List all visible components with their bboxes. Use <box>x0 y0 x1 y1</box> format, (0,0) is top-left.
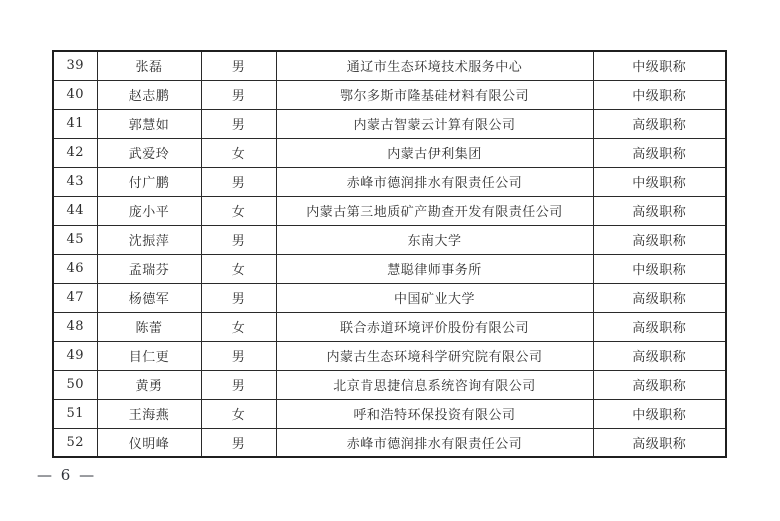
cell-title: 高级职称 <box>593 283 726 312</box>
cell-gender: 男 <box>201 341 276 370</box>
cell-org: 中国矿业大学 <box>276 283 593 312</box>
cell-no: 42 <box>53 138 97 167</box>
cell-title: 高级职称 <box>593 138 726 167</box>
cell-org: 鄂尔多斯市隆基硅材料有限公司 <box>276 80 593 109</box>
cell-name: 郭慧如 <box>97 109 201 138</box>
cell-org: 联合赤道环境评价股份有限公司 <box>276 312 593 341</box>
cell-no: 44 <box>53 196 97 225</box>
cell-title: 高级职称 <box>593 225 726 254</box>
cell-name: 沈振萍 <box>97 225 201 254</box>
cell-no: 49 <box>53 341 97 370</box>
cell-no: 51 <box>53 399 97 428</box>
cell-name: 武爱玲 <box>97 138 201 167</box>
page-number: — 6 — <box>37 466 97 484</box>
table-row <box>53 80 726 109</box>
cell-name: 付广鹏 <box>97 167 201 196</box>
cell-name: 王海燕 <box>97 399 201 428</box>
cell-gender: 男 <box>201 370 276 399</box>
cell-gender: 男 <box>201 51 276 80</box>
cell-title: 高级职称 <box>593 341 726 370</box>
cell-gender: 男 <box>201 283 276 312</box>
cell-org: 赤峰市德润排水有限责任公司 <box>276 167 593 196</box>
cell-org: 通辽市生态环境技术服务中心 <box>276 51 593 80</box>
cell-gender: 女 <box>201 399 276 428</box>
cell-title: 中级职称 <box>593 254 726 283</box>
cell-gender: 女 <box>201 138 276 167</box>
cell-no: 39 <box>53 51 97 80</box>
table-row <box>53 196 726 225</box>
cell-name: 赵志鹏 <box>97 80 201 109</box>
cell-org: 赤峰市德润排水有限责任公司 <box>276 428 593 457</box>
cell-no: 50 <box>53 370 97 399</box>
cell-gender: 男 <box>201 109 276 138</box>
cell-title: 中级职称 <box>593 399 726 428</box>
personnel-table <box>52 50 727 458</box>
cell-title: 高级职称 <box>593 428 726 457</box>
cell-title: 中级职称 <box>593 51 726 80</box>
cell-no: 45 <box>53 225 97 254</box>
table-row <box>53 399 726 428</box>
cell-org: 内蒙古第三地质矿产勘查开发有限责任公司 <box>276 196 593 225</box>
cell-no: 52 <box>53 428 97 457</box>
cell-gender: 男 <box>201 428 276 457</box>
cell-org: 慧聪律师事务所 <box>276 254 593 283</box>
table-row <box>53 254 726 283</box>
cell-no: 40 <box>53 80 97 109</box>
cell-org: 呼和浩特环保投资有限公司 <box>276 399 593 428</box>
cell-org: 内蒙古生态环境科学研究院有限公司 <box>276 341 593 370</box>
cell-gender: 女 <box>201 312 276 341</box>
cell-gender: 男 <box>201 80 276 109</box>
cell-no: 41 <box>53 109 97 138</box>
cell-gender: 女 <box>201 196 276 225</box>
table-row <box>53 109 726 138</box>
cell-name: 张磊 <box>97 51 201 80</box>
cell-title: 中级职称 <box>593 80 726 109</box>
cell-name: 目仁更 <box>97 341 201 370</box>
cell-name: 杨德军 <box>97 283 201 312</box>
cell-org: 内蒙古智蒙云计算有限公司 <box>276 109 593 138</box>
cell-name: 仪明峰 <box>97 428 201 457</box>
cell-no: 48 <box>53 312 97 341</box>
cell-org: 北京肯思捷信息系统咨询有限公司 <box>276 370 593 399</box>
table-row <box>53 225 726 254</box>
cell-gender: 男 <box>201 167 276 196</box>
cell-org: 东南大学 <box>276 225 593 254</box>
table-row <box>53 138 726 167</box>
cell-name: 黄勇 <box>97 370 201 399</box>
cell-name: 庞小平 <box>97 196 201 225</box>
table-row <box>53 341 726 370</box>
cell-name: 陈蕾 <box>97 312 201 341</box>
cell-title: 高级职称 <box>593 312 726 341</box>
cell-no: 47 <box>53 283 97 312</box>
personnel-table-body <box>53 51 726 457</box>
cell-gender: 男 <box>201 225 276 254</box>
table-row <box>53 283 726 312</box>
cell-title: 高级职称 <box>593 109 726 138</box>
table-row <box>53 428 726 457</box>
cell-title: 高级职称 <box>593 370 726 399</box>
cell-title: 中级职称 <box>593 167 726 196</box>
cell-org: 内蒙古伊利集团 <box>276 138 593 167</box>
table-row <box>53 167 726 196</box>
cell-gender: 女 <box>201 254 276 283</box>
cell-name: 孟瑞芬 <box>97 254 201 283</box>
table-row <box>53 370 726 399</box>
table-row <box>53 312 726 341</box>
table-row <box>53 51 726 80</box>
cell-no: 46 <box>53 254 97 283</box>
cell-no: 43 <box>53 167 97 196</box>
cell-title: 高级职称 <box>593 196 726 225</box>
